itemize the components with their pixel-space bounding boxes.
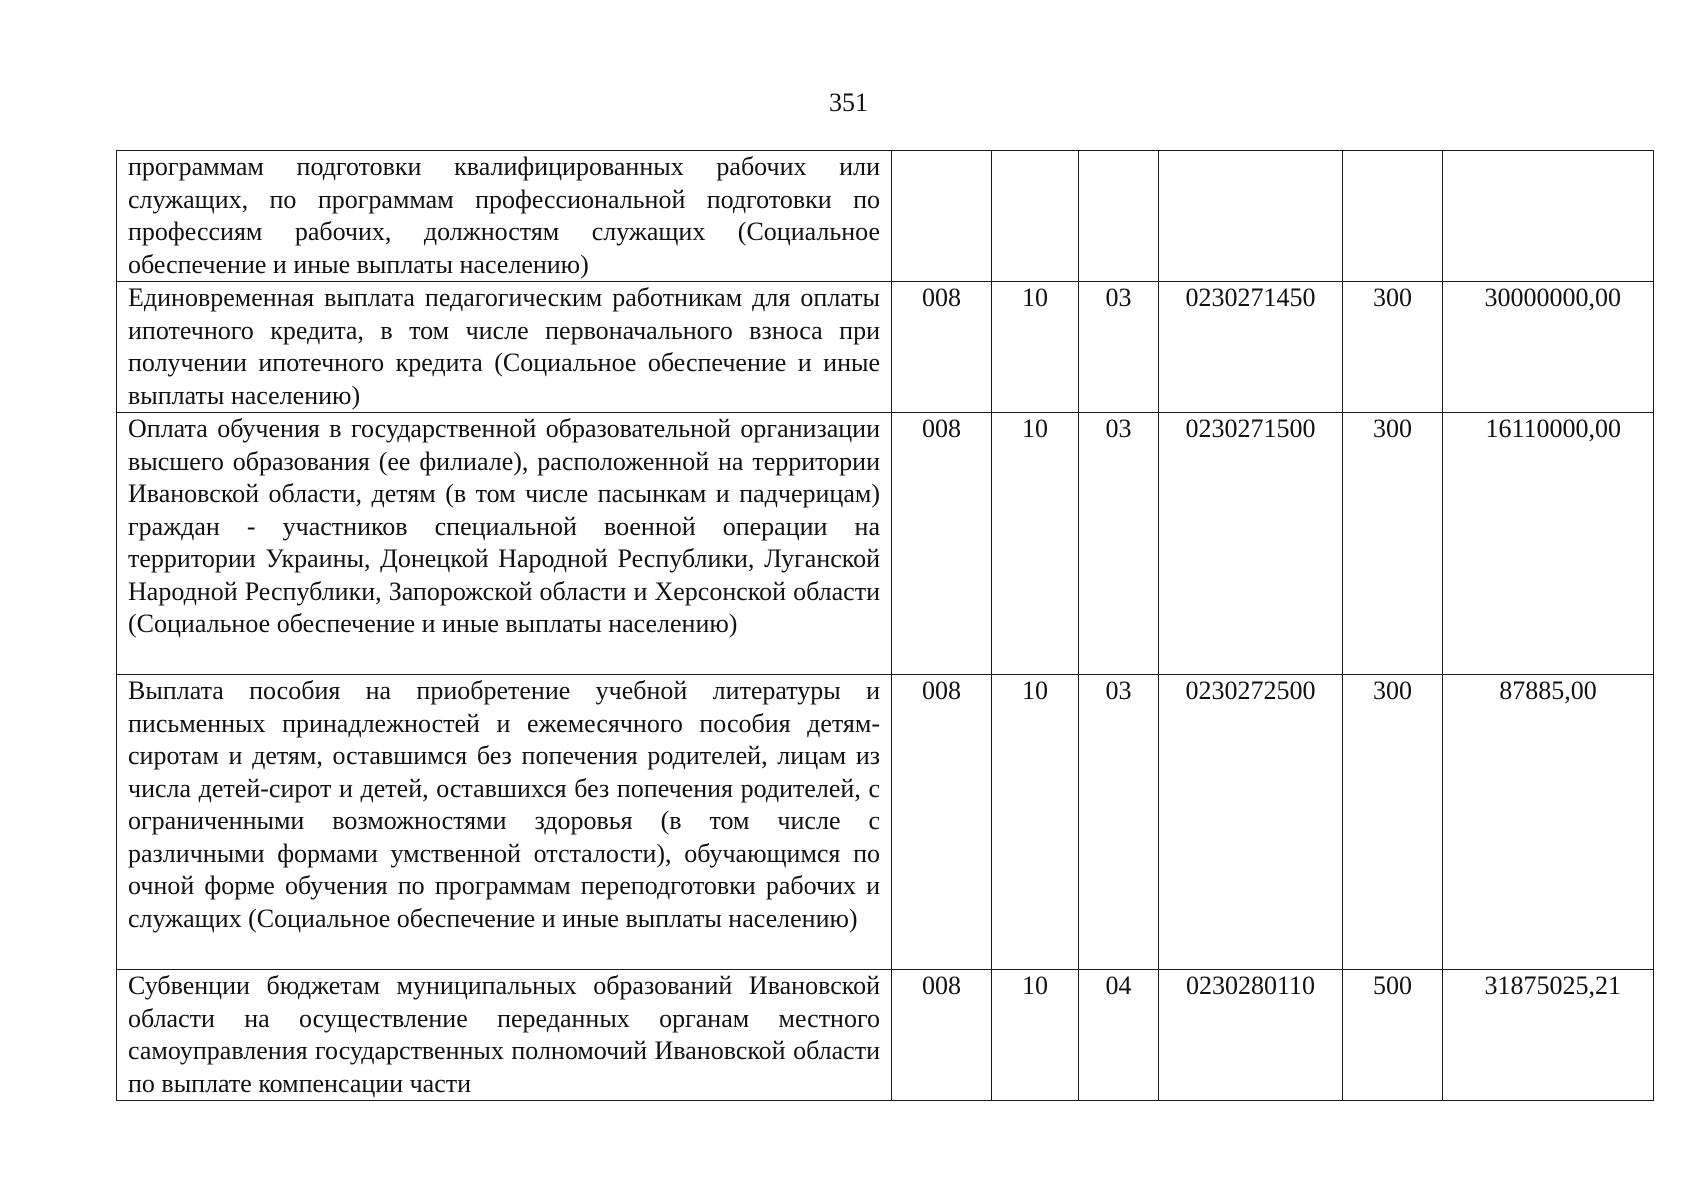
target-article-code: 0230271450 xyxy=(1159,282,1343,413)
table-row xyxy=(117,675,1654,970)
table-row xyxy=(117,970,1654,1101)
target-article-code xyxy=(1159,151,1343,282)
section-code xyxy=(992,151,1079,282)
subsection-code: 03 xyxy=(1079,675,1159,970)
subsection-code: 03 xyxy=(1079,282,1159,413)
amount: 87885,00 xyxy=(1443,675,1654,970)
expense-type-code: 300 xyxy=(1343,413,1443,675)
table-row xyxy=(117,413,1654,675)
ministry-code: 008 xyxy=(892,282,992,413)
section-code: 10 xyxy=(992,675,1079,970)
table-row xyxy=(117,151,1654,282)
table-row xyxy=(117,282,1654,413)
amount: 30000000,00 xyxy=(1443,282,1654,413)
target-article-code: 0230272500 xyxy=(1159,675,1343,970)
row-description: Выплата пособия на приобретение учебной литературы и письменных принадлежностей и ежемесячного пособия детям-сиротам и детям, оставшимся без попечения родителей, лицам из числа детей-сирот и детей, оставшихся без попечения родителей, с ограниченными возможностями здоровья (в том числе с различными формами умственной отсталости), обучающимся по очной форме обучения по программам переподготовки рабочих и служащих (Социальное обеспечение и иные выплаты населению) xyxy=(117,675,892,970)
expense-type-code: 500 xyxy=(1343,970,1443,1101)
expense-type-code: 300 xyxy=(1343,675,1443,970)
amount xyxy=(1443,151,1654,282)
section-code: 10 xyxy=(992,413,1079,675)
row-description: программам подготовки квалифицированных рабочих или служащих, по программам профессиональной подготовки по профессиям рабочих, должностям служащих (Социальное обеспечение и иные выплаты населению) xyxy=(117,151,892,282)
target-article-code: 0230271500 xyxy=(1159,413,1343,675)
subsection-code: 04 xyxy=(1079,970,1159,1101)
ministry-code: 008 xyxy=(892,675,992,970)
subsection-code: 03 xyxy=(1079,413,1159,675)
row-description: Субвенции бюджетам муниципальных образований Ивановской области на осуществление переданных органам местного самоуправления государственных полномочий Ивановской области по выплате компенсации части xyxy=(117,970,892,1101)
expense-type-code: 300 xyxy=(1343,282,1443,413)
amount: 16110000,00 xyxy=(1443,413,1654,675)
expense-type-code xyxy=(1343,151,1443,282)
row-description: Единовременная выплата педагогическим работникам для оплаты ипотечного кредита, в том числе первоначального взноса при получении ипотечного кредита (Социальное обеспечение и иные выплаты населению) xyxy=(117,282,892,413)
ministry-code xyxy=(892,151,992,282)
section-code: 10 xyxy=(992,970,1079,1101)
page-number: 351 xyxy=(829,88,868,117)
subsection-code xyxy=(1079,151,1159,282)
budget-table xyxy=(116,150,1654,1101)
row-description: Оплата обучения в государственной образовательной организации высшего образования (ее филиале), расположенной на территории Ивановской области, детям (в том числе пасынкам и падчерицам) граждан - участников специальной военной операции на территории Украины, Донецкой Народной Республики, Луганской Народной Республики, Запорожской области и Херсонской области (Социальное обеспечение и иные выплаты населению) xyxy=(117,413,892,675)
ministry-code: 008 xyxy=(892,970,992,1101)
amount: 31875025,21 xyxy=(1443,970,1654,1101)
ministry-code: 008 xyxy=(892,413,992,675)
target-article-code: 0230280110 xyxy=(1159,970,1343,1101)
section-code: 10 xyxy=(992,282,1079,413)
